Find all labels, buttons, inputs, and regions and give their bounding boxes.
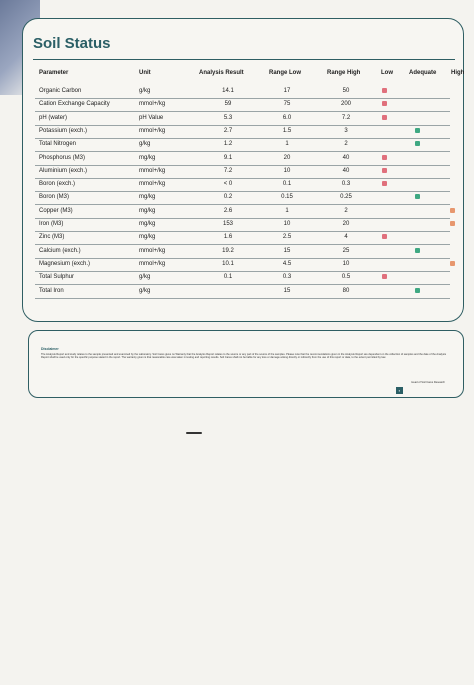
row-analysis-result: 5.3 [223,114,233,121]
status-flag-adequate [415,194,420,199]
row-analysis-result: < 0 [223,181,233,188]
table-row [35,285,450,299]
row-range-low: 10 [283,167,291,174]
row-range-high: 200 [340,101,351,108]
row-unit: g/kg [139,274,151,281]
row-unit: mmol+/kg [139,167,166,174]
table-row [35,191,450,205]
column-header-parameter: Parameter [39,70,69,76]
row-range-high: 0.3 [341,181,351,188]
table-row [35,112,450,126]
table-row [35,205,450,219]
row-range-high: 0.25 [340,194,352,201]
row-analysis-result: 1.2 [223,141,233,148]
disclaimer-box [28,330,464,398]
row-range-high: 40 [342,154,350,161]
status-flag-high [450,208,455,213]
row-parameter: Cation Exchange Capacity [39,101,110,108]
row-range-low: 75 [283,101,291,108]
row-analysis-result: 2.7 [223,127,233,134]
table-row [35,152,450,166]
row-parameter: Total Sulphur [39,274,75,281]
status-flag-adequate [415,288,420,293]
row-analysis-result: 1.6 [223,234,233,241]
row-parameter: Calcium (exch.) [39,247,81,254]
row-analysis-result: 7.2 [223,167,233,174]
soil-cares-logo: ▪ [396,387,403,394]
row-range-high: 0.5 [341,274,351,281]
row-range-low: 4.5 [282,260,292,267]
row-range-high: 4 [344,234,348,241]
row-range-high: 20 [342,221,350,227]
row-analysis-result: 0.1 [223,274,233,281]
status-flag-low [382,88,387,93]
row-range-high: 2 [344,141,348,148]
row-unit: mmol+/kg [139,260,166,267]
row-range-high: 80 [342,287,350,294]
row-unit: mg/kg [139,194,156,201]
disclaimer-signoff: Head of Soil Cares Research [411,381,445,384]
table-row [35,138,450,152]
row-range-high: 40 [342,167,350,174]
row-parameter: Copper (M3) [39,207,73,214]
row-range-high: 25 [342,247,350,254]
column-header-adequate: Adequate [409,70,437,76]
status-flag-high [450,261,455,266]
row-unit: mg/kg [139,221,156,227]
table-row [35,98,450,112]
status-flag-adequate [415,128,420,133]
row-parameter: Magnesium (exch.) [39,260,91,267]
row-range-high: 7.2 [341,114,351,121]
row-range-high: 2 [344,207,348,214]
row-analysis-result: 153 [222,221,233,227]
table-row [35,165,450,179]
row-unit: g/kg [139,287,151,294]
table-row [35,125,450,139]
ink-smudge [186,432,202,434]
page-title: Soil Status [33,35,111,52]
row-parameter: Boron (exch.) [39,181,76,188]
table-row [35,231,450,245]
row-range-low: 20 [283,154,291,161]
row-parameter: Potassium (exch.) [39,127,88,134]
row-parameter: Zinc (M3) [39,234,65,241]
row-range-low: 0.1 [282,181,292,188]
row-parameter: Organic Carbon [39,88,82,94]
row-unit: mmol+/kg [139,101,166,108]
row-parameter: pH (water) [39,114,68,121]
row-parameter: Iron (M3) [39,221,64,227]
status-flag-low [382,168,387,173]
column-header-range-high: Range High [327,70,361,76]
status-flag-adequate [415,248,420,253]
status-flag-low [382,234,387,239]
row-range-low: 10 [283,221,291,227]
soil-status-card [22,18,464,322]
row-unit: pH Value [139,114,164,121]
row-parameter: Boron (M3) [39,194,70,201]
row-analysis-result: 59 [224,101,232,108]
column-header-high: High [451,70,465,76]
row-analysis-result: 19.2 [222,247,234,254]
table-row [35,271,450,285]
row-range-low: 2.5 [282,234,292,241]
row-analysis-result: 2.6 [223,207,233,214]
status-flag-low [382,155,387,160]
status-flag-high [450,221,455,226]
disclaimer-text: The Analysis Report and study relates to the sample presented and examined by the Laboratory. Soil Cares gives no Warranty that the Analysis Report relates to the source or any part of the source of the samples. Please note that the recommendations given in the Analysis Report are dependent on the collection of samples and the date of the Analysis Report shall be used only for the specific purpose stated in the report. The warranty given is that reasonable care was taken in testing and reporting results. Soil Cares shall not be liable for any loss or damage arising directly or indirectly from the use of this report or data, to the extent permitted by law. [41,353,447,360]
row-range-low: 0.3 [282,274,292,281]
column-header-low: Low [381,70,393,76]
column-header-range-low: Range Low [269,70,302,76]
table-row [35,218,450,232]
row-analysis-result: 0.2 [223,194,233,201]
row-range-low: 1 [285,141,289,148]
row-range-low: 15 [283,247,291,254]
row-range-low: 0.15 [281,194,293,201]
row-unit: mmol+/kg [139,247,166,254]
row-parameter: Total Iron [39,287,64,294]
row-parameter: Aluminium (exch.) [39,167,88,174]
status-flag-low [382,115,387,120]
status-flag-low [382,101,387,106]
row-range-low: 1 [285,207,289,214]
row-range-high: 10 [342,260,350,267]
row-analysis-result: 10.1 [222,260,234,267]
column-header-analysis-result: Analysis Result [199,70,244,76]
status-flag-low [382,181,387,186]
column-header-unit: Unit [139,70,151,76]
row-range-low: 6.0 [282,114,292,121]
row-unit: mg/kg [139,234,156,241]
row-parameter: Phosphorus (M3) [39,154,86,161]
row-analysis-result: 14.1 [222,88,234,94]
status-flag-adequate [415,141,420,146]
row-analysis-result: 9.1 [223,154,233,161]
row-range-high: 50 [342,88,350,94]
row-range-low: 1.5 [282,127,292,134]
table-row [35,258,450,272]
row-unit: mmol+/kg [139,181,166,188]
row-range-low: 15 [283,287,291,294]
table-row [35,178,450,192]
row-unit: mmol+/kg [139,127,166,134]
status-flag-low [382,274,387,279]
row-range-high: 3 [344,127,348,134]
row-range-low: 17 [283,88,291,94]
table-row [35,85,450,99]
row-unit: mg/kg [139,154,156,161]
row-unit: g/kg [139,141,151,148]
title-divider [33,59,455,60]
row-unit: mg/kg [139,207,156,214]
disclaimer-label: Disclaimer [41,347,59,351]
row-parameter: Total Nitrogen [39,141,77,148]
table-row [35,245,450,259]
row-unit: g/kg [139,88,151,94]
